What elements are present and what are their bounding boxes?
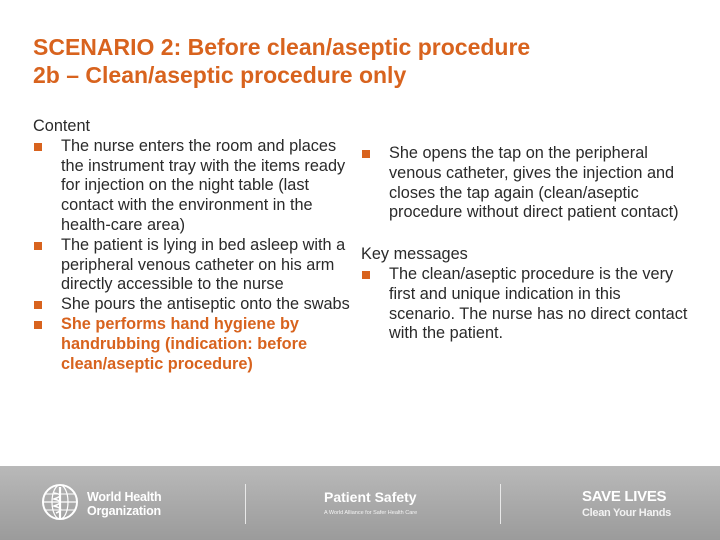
list-item: [33, 295, 353, 315]
patient-safety-subtitle: A World Alliance for Safer Health Care: [324, 510, 418, 516]
square-bullet-icon: [34, 242, 42, 250]
square-bullet-icon: [362, 271, 370, 279]
content-column-left: [33, 117, 353, 374]
content-column-right: [361, 144, 691, 344]
list-item: [361, 265, 691, 344]
list-item: [33, 315, 353, 374]
bullet-text: She pours the antiseptic onto the swabs: [61, 295, 350, 314]
save-lives-title: SAVE LIVES: [582, 488, 667, 505]
square-bullet-icon: [362, 150, 370, 158]
square-bullet-icon: [34, 143, 42, 151]
list-item: [33, 236, 353, 295]
who-emblem-icon: [40, 482, 80, 522]
key-messages-heading: Key messages: [361, 245, 468, 264]
bullet-text: The nurse enters the room and places the instrument tray with the items ready for injection on the night table (last contact with the environment in the health-care area): [61, 136, 346, 234]
patient-safety-title: Patient Safety: [324, 489, 417, 505]
bullet-text: The patient is lying in bed asleep with a peripheral venous catheter on his arm directly accessible to the nurse: [61, 235, 346, 294]
list-item: [361, 144, 691, 223]
footer-divider: [500, 484, 501, 524]
list-item: [33, 137, 353, 236]
clean-your-hands-subtitle: Clean Your Hands: [582, 507, 671, 519]
square-bullet-icon: [34, 321, 42, 329]
square-bullet-icon: [34, 301, 42, 309]
spacer: [361, 223, 691, 245]
slide-title-line-1: SCENARIO 2: Before clean/aseptic procedure: [33, 34, 531, 60]
key-messages-list: [361, 265, 691, 344]
footer-divider: [245, 484, 246, 524]
who-organization-name: World Health Organization: [87, 490, 162, 518]
content-bullet-list-continued: [361, 144, 691, 223]
slide-title-line-2: 2b – Clean/aseptic procedure only: [33, 62, 407, 88]
bullet-text-highlighted: She performs hand hygiene by handrubbing (indication: before clean/aseptic procedure): [61, 314, 308, 373]
bullet-text: The clean/aseptic procedure is the very first and unique indication in this scenario. The nurse has no direct contact with the patient.: [389, 264, 688, 343]
slide-title: [33, 33, 693, 89]
content-bullet-list: [33, 137, 353, 375]
footer-banner: [0, 466, 720, 540]
content-heading: Content: [33, 117, 91, 135]
bullet-text: She opens the tap on the peripheral venous catheter, gives the injection and closes the tap again (clean/aseptic procedure without direct patient contact): [389, 144, 679, 222]
